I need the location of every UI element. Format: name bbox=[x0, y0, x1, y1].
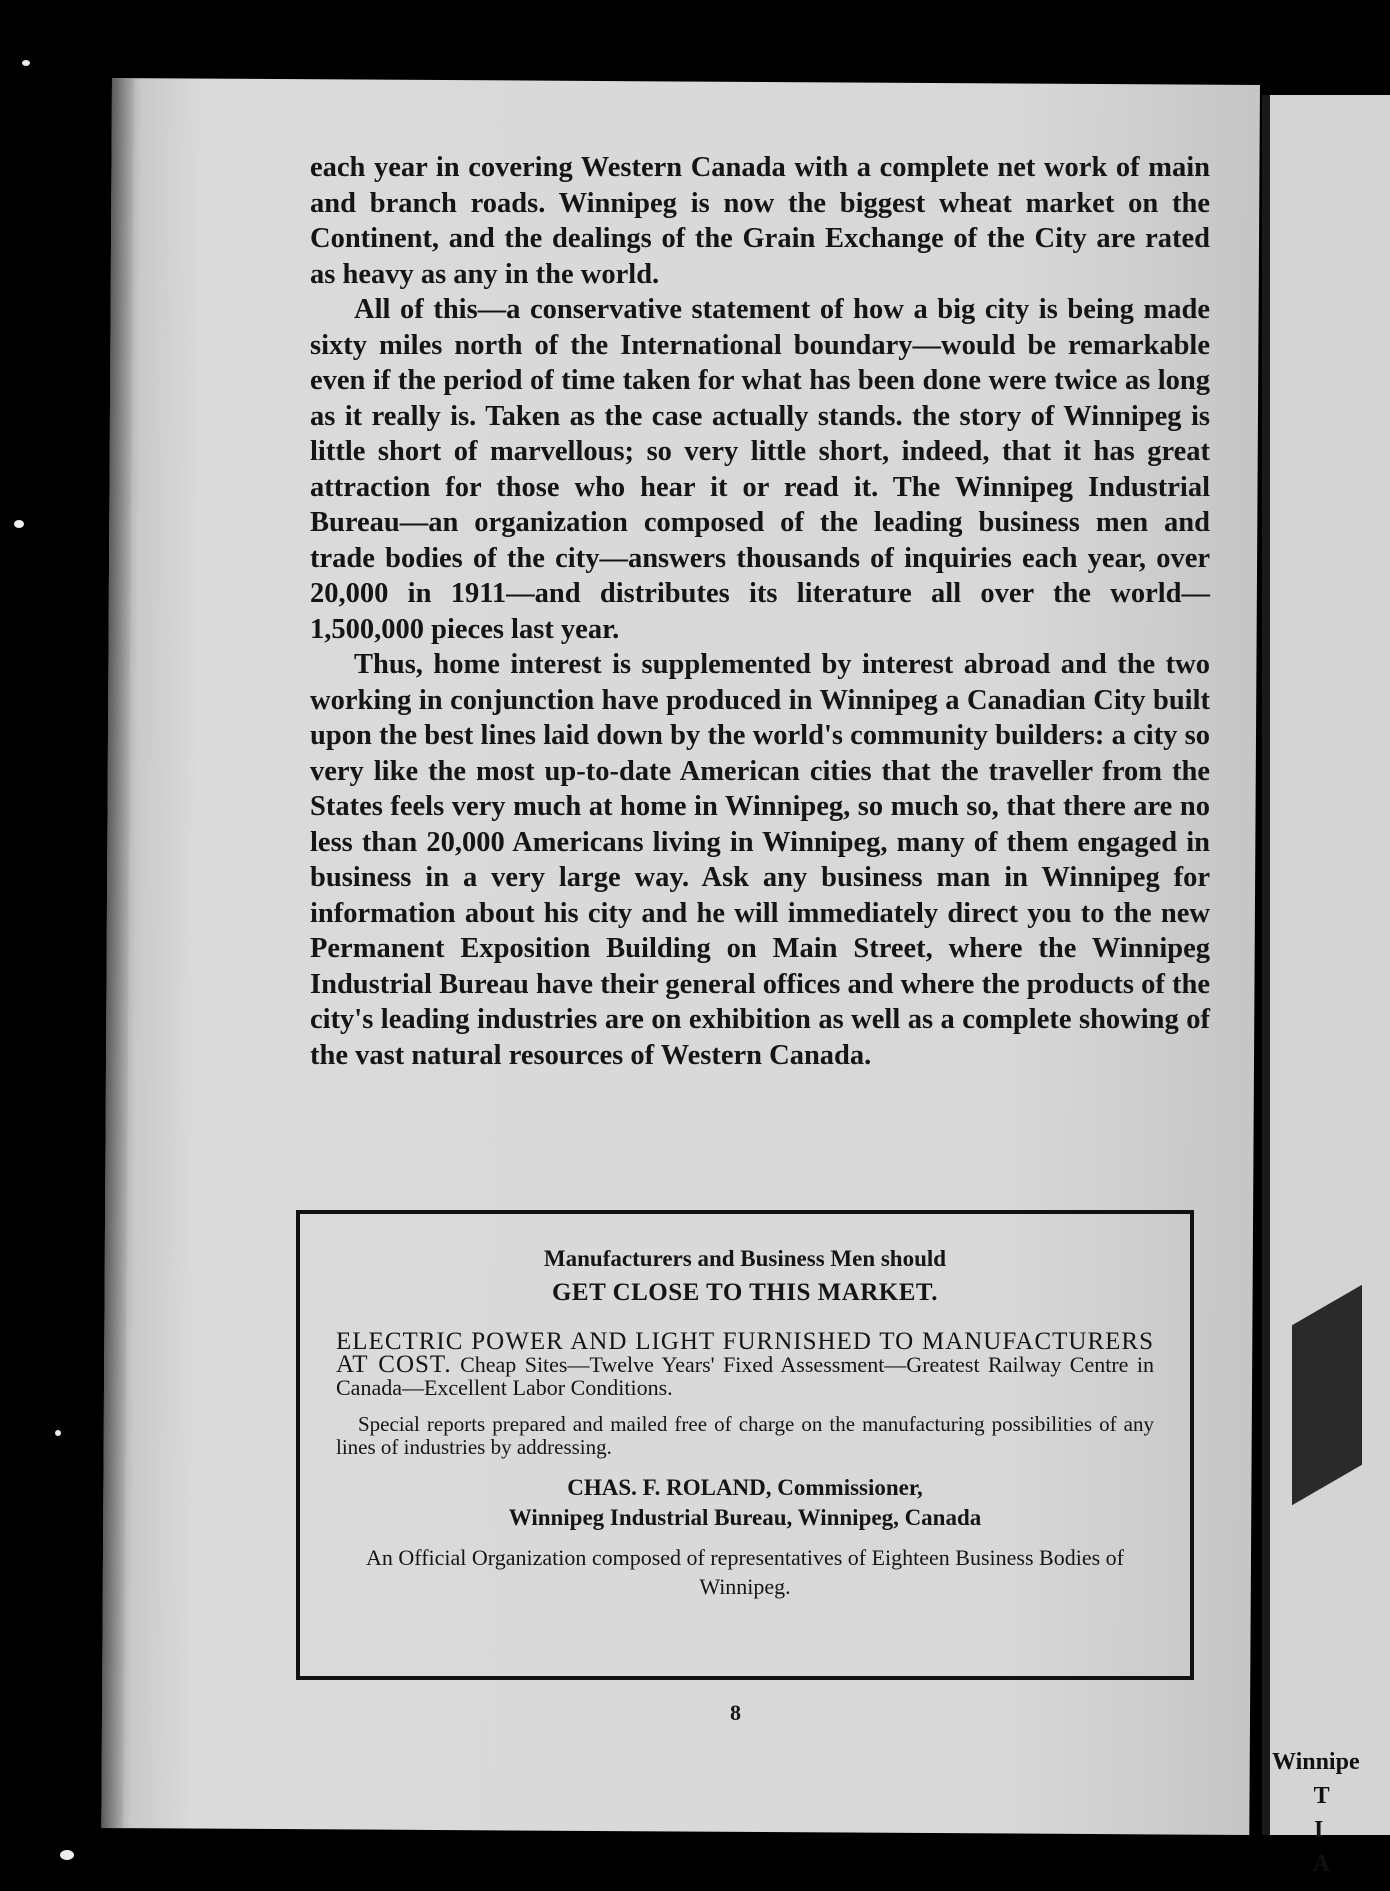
paragraph-2: All of this—a conservative statement of how a big city is being made sixty miles north of the International boundary—would be remarkable even if the period of time taken for what has been done were twice as long as it really is. Taken as the case actually stands. the story of Winnipeg is little short of marvellous; so very little short, indeed, that it has great attraction for those who hear it or read it. The Winnipeg Industrial Bureau—an organization composed of the leading business men and trade bodies of the city—answers thousands of inquiries each year, over 20,000 in 1911—and distributes its literature all over the world—1,500,000 pieces last year. bbox=[310, 294, 1210, 645]
ad-official-note: An Official Organization composed of representatives of Eighteen Business Bodies of Winnipeg. bbox=[365, 1545, 1124, 1599]
advertisement-box bbox=[296, 1210, 1194, 1680]
ad-contact-address: Winnipeg Industrial Bureau, Winnipeg, Canada bbox=[508, 1505, 982, 1530]
body-text bbox=[310, 150, 1210, 1073]
page-gutter bbox=[101, 78, 134, 1828]
facing-page-text-fragment: Winnipe T I A bbox=[1272, 1749, 1360, 1877]
ad-heading: Manufacturers and Business Men should bbox=[543, 1246, 947, 1271]
facing-page-edge bbox=[1262, 95, 1390, 1877]
page-number: 8 bbox=[730, 1700, 741, 1725]
scan-speck bbox=[60, 1850, 74, 1860]
paragraph-1: each year in covering Western Canada with a complete net work of main and branch roads. Winnipeg is now the biggest wheat market on the Continent, and the dealings of the Grain Exchange of the City are rated as heavy as any in the world. bbox=[310, 152, 1210, 290]
facing-page-illustration-fragment bbox=[1292, 1285, 1362, 1505]
scan-speck bbox=[22, 60, 30, 66]
scan-speck bbox=[55, 1430, 61, 1436]
ad-power-text bbox=[336, 1330, 1154, 1399]
scan-speck bbox=[14, 520, 24, 528]
ad-contact-name: CHAS. F. ROLAND, Commissioner, bbox=[567, 1475, 923, 1500]
ad-headline: GET CLOSE TO THIS MARKET. bbox=[551, 1279, 938, 1306]
ad-power-rest: Cheap Sites—Twelve Years' Fixed Assessment—Greatest Railway Centre in Canada—Excellent Labor Conditions. bbox=[336, 1352, 1155, 1400]
paragraph-3: Thus, home interest is supplemented by interest abroad and the two working in conjunction have produced in Winnipeg a Canadian City built upon the best lines laid down by the world's community builders: a city so very like the most up-to-date American cities that the traveller from the States feels very much at home in Winnipeg, so much so, that there are no less than 20,000 Americans living in Winnipeg, many of them engaged in business in a very large way. Ask any business man in Winnipeg for information about his city and he will immediately direct you to the new Permanent Exposition Building on Main Street, where the Winnipeg Industrial Bureau have their general offices and where the products of the city's leading industries are on exhibition as well as a complete showing of the vast natural resources of Western Canada. bbox=[310, 649, 1210, 1071]
ad-power-caps: ELECTRIC POWER AND LIGHT FURNISHED TO MANUFACTURERS AT COST. bbox=[336, 1328, 1154, 1378]
ad-reports-text: Special reports prepared and mailed free of charge on the manufacturing possibilities of any lines of industries by addressing. bbox=[336, 1412, 1154, 1459]
